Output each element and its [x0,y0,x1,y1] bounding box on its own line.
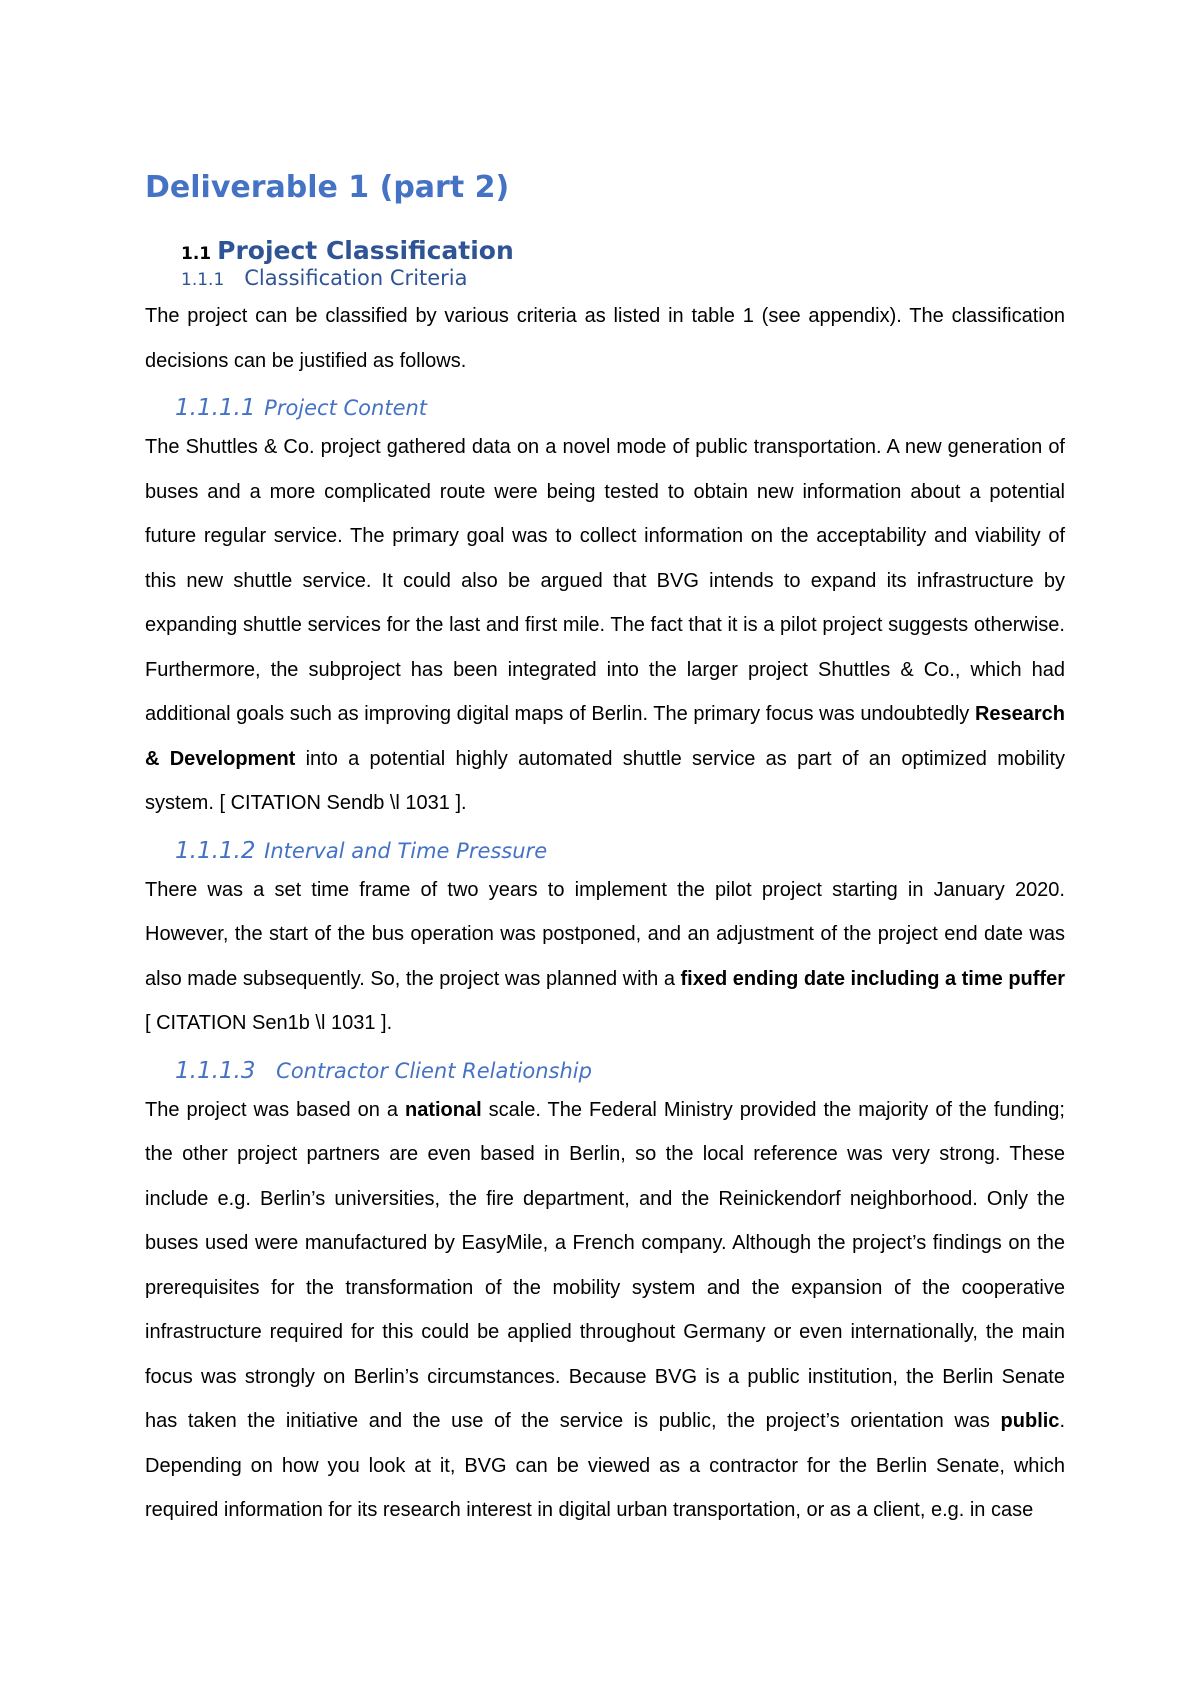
interval-paragraph [145,868,1065,1046]
interval-heading [175,838,1065,868]
contractor-bold-2: public [1000,1410,1060,1432]
section-number: 1.1 [181,244,212,264]
interval-bold-1: fixed ending date including a time puffer [680,967,1065,990]
interval-text-2: [ CITATION Sen1b \l 1031 ]. [145,1012,393,1034]
document-title: Deliverable 1 (part 2) [145,170,510,205]
project-content-bold-1: Research & Development [145,703,1065,770]
document-page [145,160,1065,1533]
interval-title: Interval and Time Pressure [264,838,548,863]
contractor-bold-1: national [404,1098,482,1121]
section-heading [181,236,1065,266]
subsection-number: 1.1.1 [181,270,225,290]
contractor-number: 1.1.1.3 [175,1057,256,1084]
interval-text-1: There was a set time frame of two years to implement the pilot project starting in January 2020. However, the start of the bus operation was postponed, and an adjustment of the project end date was also made subsequently. So, the project was planned with a [145,878,1065,990]
subsection-heading [181,266,1065,294]
section-title: Project Classification [217,236,514,265]
contractor-heading [175,1058,1065,1088]
contractor-paragraph [145,1088,1065,1533]
project-content-paragraph [145,425,1065,826]
project-content-text-1: The Shuttles & Co. project gathered data on a novel mode of public transportation. A new generation of buses and a more complicated route were being tested to obtain new information about a potential future regular service. The primary goal was to collect information on the acceptability and viability of this new shuttle service. It could also be argued that BVG intends to expand its infrastructure by expanding shuttle services for the last and first mile. The fact that it is a pilot project suggests otherwise. Furthermore, the subproject has been integrated into the larger project Shuttles & Co., which had additional goals such as improving digital maps of Berlin. The primary focus was undoubtedly [145,436,1065,725]
contractor-title: Contractor Client Relationship [276,1058,592,1083]
project-content-title: Project Content [264,396,428,420]
contractor-text-2: scale. The Federal Ministry provided the majority of the funding; the other project partners are even based in Berlin, so the local reference was very strong. These include e.g. Berlin’s universities, the fire department, and the Reinickendorf neighborhood. Only the buses used were manufactured by EasyMile, a French company. Although the project’s findings on the prerequisites for the transformation of the mobility system and the expansion of the cooperative infrastructure required for this could be applied throughout Germany or even internationally, the main focus was strongly on Berlin’s circumstances. Because BVG is a public institution, the Berlin Senate has taken the initiative and the use of the service is public, the project’s orientation was [145,1098,1065,1432]
subsection-title: Classification Criteria [244,266,468,290]
contractor-text-3: . Depending on how you look at it, BVG can be viewed as a contractor for the Berlin Senate, which required information for its research interest in digital urban transportation, or as a client, e.g. in case [145,1410,1065,1521]
project-content-text-2: into a potential highly automated shuttle service as part of an optimized mobility system. [ CITATION Sendb \l 1031 ]. [145,747,1065,814]
subsection-intro-paragraph: The project can be classified by various criteria as listed in table 1 (see appendix). The classification decisions can be justified as follows. [145,305,1065,372]
project-content-number: 1.1.1.1 [175,395,256,421]
interval-number: 1.1.1.2 [175,837,256,864]
contractor-text-1: The project was based on a [145,1098,405,1121]
project-content-heading [175,395,1065,425]
